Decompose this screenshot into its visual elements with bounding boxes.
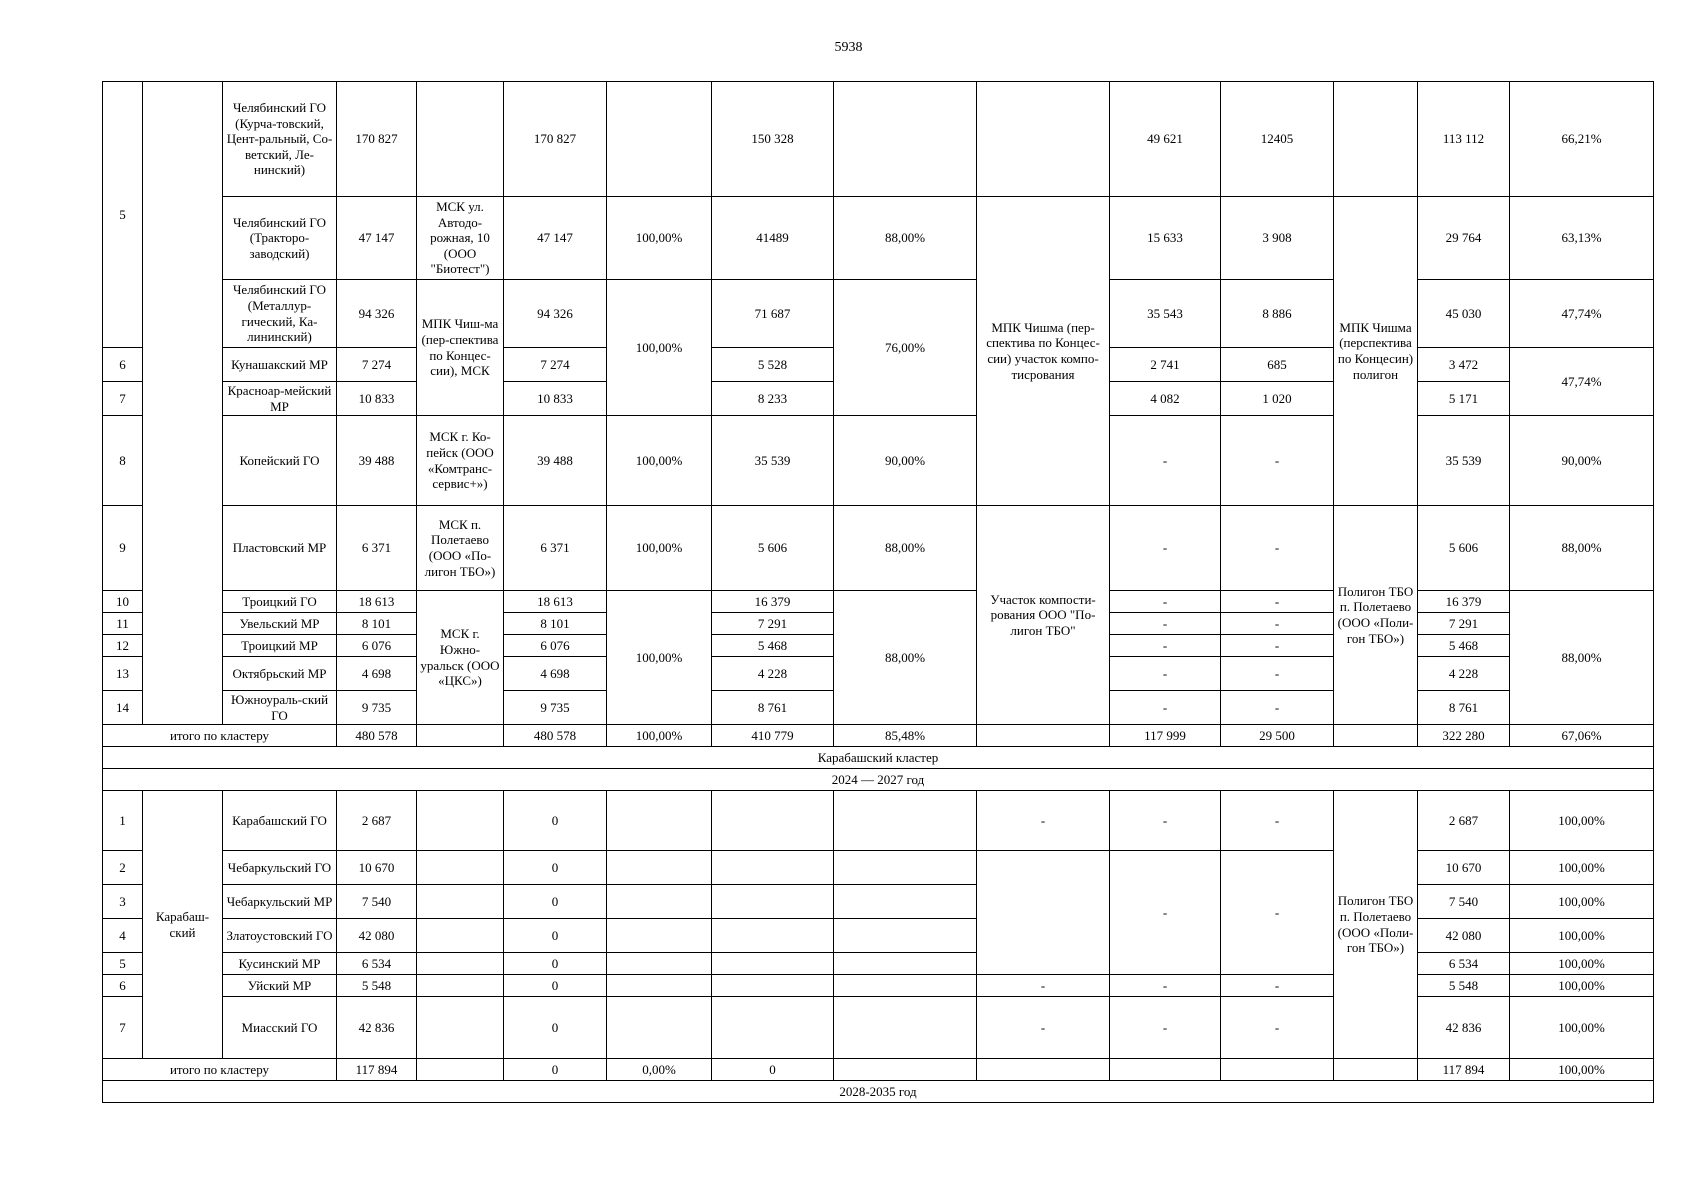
municipality-cell: Миасский ГО [223,997,337,1059]
compost-mass-cell: - [1110,975,1221,997]
sorted-mass-cell [712,851,834,885]
compost-mass-cell: 15 633 [1110,197,1221,280]
row-number: 11 [103,613,143,635]
msk-mass-cell: 7 274 [504,348,607,382]
msk-cell [417,82,504,197]
landfill-pct-cell: 47,74% [1510,348,1654,416]
msk-cell [417,791,504,851]
municipality-cell: Кунашакский МР [223,348,337,382]
row-number: 2 [103,851,143,885]
landfill-mass-cell: 5 606 [1418,506,1510,591]
mass-cell: 7 540 [337,885,417,919]
landfill-cell: Полигон ТБО п. Полетаево (ООО «Поли-гон ТБО») [1334,791,1418,1059]
landfill-pct-cell: 90,00% [1510,416,1654,506]
sorted-pct-cell: 90,00% [834,416,977,506]
municipality-cell: Чебаркульский МР [223,885,337,919]
compost-mass-cell: 117 999 [1110,725,1221,747]
msk-pct-cell: 100,00% [607,591,712,725]
landfill-mass-cell: 113 112 [1418,82,1510,197]
msk-cell [417,919,504,953]
mass-cell: 8 101 [337,613,417,635]
sorted-mass-cell: 410 779 [712,725,834,747]
mass-cell: 117 894 [337,1059,417,1081]
sorted-pct-cell: 88,00% [834,591,977,725]
municipality-cell: Челябинский ГО (Металлур-гический, Ка-лининский) [223,280,337,348]
sorted-mass-cell: 8 233 [712,382,834,416]
section-heading-row [103,747,1654,769]
landfill-pct-cell: 100,00% [1510,919,1654,953]
compost-mass-cell: 49 621 [1110,82,1221,197]
sorted-mass-cell: 8 761 [712,691,834,725]
msk-pct-cell [607,82,712,197]
table-row [103,416,1654,506]
municipality-cell: Кусинский МР [223,953,337,975]
mass-cell: 42 836 [337,997,417,1059]
table-row [103,885,1654,919]
compost-out-cell: - [1221,613,1334,635]
compost-out-cell: - [1221,851,1334,975]
msk-pct-cell: 100,00% [607,416,712,506]
period-heading: 2024 — 2027 год [103,769,1654,791]
mass-cell: 6 534 [337,953,417,975]
landfill-pct-cell: 47,74% [1510,280,1654,348]
msk-mass-cell: 0 [504,791,607,851]
compost-facility-cell: - [977,975,1110,997]
compost-out-cell: - [1221,416,1334,506]
msk-cell: МСК п. Полетаево (ООО «По-лигон ТБО») [417,506,504,591]
compost-mass-cell: - [1110,691,1221,725]
landfill-mass-cell: 16 379 [1418,591,1510,613]
sorted-mass-cell: 16 379 [712,591,834,613]
landfill-mass-cell: 42 836 [1418,997,1510,1059]
landfill-pct-cell: 100,00% [1510,791,1654,851]
section-heading-row [103,1081,1654,1103]
msk-mass-cell: 0 [504,997,607,1059]
msk-mass-cell: 0 [504,1059,607,1081]
compost-out-cell: 8 886 [1221,280,1334,348]
mass-cell: 94 326 [337,280,417,348]
landfill-pct-cell: 63,13% [1510,197,1654,280]
table-row [103,82,1654,197]
compost-out-cell: - [1221,591,1334,613]
msk-cell: МСК г. Южно-уральск (ООО «ЦКС») [417,591,504,725]
msk-cell [417,997,504,1059]
compost-out-cell: - [1221,635,1334,657]
table-row [103,953,1654,975]
compost-mass-cell: - [1110,997,1221,1059]
landfill-mass-cell: 42 080 [1418,919,1510,953]
compost-out-cell [1221,1059,1334,1081]
landfill-pct-cell: 88,00% [1510,506,1654,591]
compost-out-cell: 29 500 [1221,725,1334,747]
municipality-cell: Красноар-мейский МР [223,382,337,416]
row-number: 14 [103,691,143,725]
msk-mass-cell: 18 613 [504,591,607,613]
msk-mass-cell: 10 833 [504,382,607,416]
compost-facility-cell [977,82,1110,197]
landfill-cell: МПК Чишма (перспектива по Концесин) полигон [1334,197,1418,506]
compost-mass-cell: - [1110,613,1221,635]
msk-cell: МСК ул. Автодо-рожная, 10 (ООО "Биотест") [417,197,504,280]
sorted-mass-cell [712,953,834,975]
row-number: 9 [103,506,143,591]
mass-cell: 6 076 [337,635,417,657]
msk-cell [417,725,504,747]
mass-cell: 6 371 [337,506,417,591]
landfill-mass-cell: 5 171 [1418,382,1510,416]
compost-out-cell: - [1221,791,1334,851]
landfill-pct-cell: 100,00% [1510,997,1654,1059]
row-number: 6 [103,975,143,997]
sorted-pct-cell [834,791,977,851]
sorted-pct-cell [834,885,977,919]
mass-cell: 18 613 [337,591,417,613]
msk-mass-cell: 0 [504,953,607,975]
msk-pct-cell [607,975,712,997]
municipality-cell: Южноураль-ский ГО [223,691,337,725]
sorted-pct-cell: 88,00% [834,197,977,280]
compost-facility-cell: МПК Чишма (пер-спектива по Концес-сии) участок компо-тисрования [977,197,1110,506]
msk-pct-cell: 0,00% [607,1059,712,1081]
table-row [103,851,1654,885]
msk-pct-cell [607,885,712,919]
mass-cell: 42 080 [337,919,417,953]
msk-cell [417,851,504,885]
sorted-pct-cell [834,82,977,197]
row-number: 4 [103,919,143,953]
row-number: 5 [103,82,143,348]
mass-cell: 170 827 [337,82,417,197]
cluster-name-cell [143,82,223,725]
landfill-mass-cell: 6 534 [1418,953,1510,975]
sorted-mass-cell: 41489 [712,197,834,280]
sorted-mass-cell: 5 528 [712,348,834,382]
municipality-cell: Троицкий МР [223,635,337,657]
section-heading-row [103,769,1654,791]
row-number: 13 [103,657,143,691]
sorted-mass-cell: 4 228 [712,657,834,691]
landfill-mass-cell: 4 228 [1418,657,1510,691]
compost-out-cell: - [1221,506,1334,591]
sorted-mass-cell: 150 328 [712,82,834,197]
compost-facility-cell: - [977,997,1110,1059]
msk-mass-cell: 47 147 [504,197,607,280]
msk-mass-cell: 39 488 [504,416,607,506]
msk-pct-cell: 100,00% [607,197,712,280]
sorted-mass-cell [712,791,834,851]
landfill-cell [1334,82,1418,197]
sorted-pct-cell: 88,00% [834,506,977,591]
sorted-pct-cell [834,975,977,997]
sorted-mass-cell: 7 291 [712,613,834,635]
total-row [103,725,1654,747]
landfill-mass-cell: 10 670 [1418,851,1510,885]
msk-mass-cell: 6 371 [504,506,607,591]
landfill-cell [1334,1059,1418,1081]
msk-mass-cell: 480 578 [504,725,607,747]
msk-mass-cell: 8 101 [504,613,607,635]
sorted-mass-cell [712,997,834,1059]
landfill-mass-cell: 7 291 [1418,613,1510,635]
table-row [103,506,1654,591]
sorted-pct-cell [834,851,977,885]
sorted-pct-cell [834,1059,977,1081]
mass-cell: 480 578 [337,725,417,747]
sorted-mass-cell: 5 606 [712,506,834,591]
table-row [103,197,1654,280]
msk-mass-cell: 4 698 [504,657,607,691]
sorted-mass-cell: 35 539 [712,416,834,506]
table-row [103,280,1654,348]
mass-cell: 10 670 [337,851,417,885]
compost-facility-cell [977,1059,1110,1081]
compost-out-cell: 12405 [1221,82,1334,197]
msk-pct-cell [607,791,712,851]
msk-mass-cell: 94 326 [504,280,607,348]
landfill-mass-cell: 35 539 [1418,416,1510,506]
msk-mass-cell: 170 827 [504,82,607,197]
mass-cell: 10 833 [337,382,417,416]
total-row [103,1059,1654,1081]
compost-mass-cell: - [1110,635,1221,657]
compost-mass-cell: - [1110,591,1221,613]
row-number: 12 [103,635,143,657]
msk-pct-cell [607,851,712,885]
municipality-cell: Карабашский ГО [223,791,337,851]
cluster-name-cell: Карабаш-ский [143,791,223,1059]
msk-mass-cell: 0 [504,975,607,997]
sorted-mass-cell: 5 468 [712,635,834,657]
compost-out-cell: - [1221,997,1334,1059]
compost-out-cell: - [1221,657,1334,691]
row-number: 8 [103,416,143,506]
landfill-cell: Полигон ТБО п. Полетаево (ООО «Поли-гон ТБО») [1334,506,1418,725]
msk-pct-cell: 100,00% [607,506,712,591]
sorted-pct-cell [834,953,977,975]
sorted-mass-cell: 71 687 [712,280,834,348]
compost-facility-cell: Участок компости-рования ООО "По-лигон ТБО" [977,506,1110,725]
total-label: итого по кластеру [103,1059,337,1081]
landfill-mass-cell: 5 548 [1418,975,1510,997]
landfill-pct-cell: 67,06% [1510,725,1654,747]
row-number: 1 [103,791,143,851]
municipality-cell: Троицкий ГО [223,591,337,613]
compost-out-cell: 685 [1221,348,1334,382]
compost-mass-cell: - [1110,791,1221,851]
compost-mass-cell: 35 543 [1110,280,1221,348]
page-number: 5938 [834,40,863,55]
compost-mass-cell: - [1110,851,1221,975]
msk-mass-cell: 0 [504,851,607,885]
msk-cell [417,885,504,919]
cluster-table [102,81,1654,1103]
sorted-pct-cell [834,919,977,953]
landfill-cell [1334,725,1418,747]
municipality-cell: Октябрьский МР [223,657,337,691]
municipality-cell: Уйский МР [223,975,337,997]
mass-cell: 39 488 [337,416,417,506]
table-row [103,975,1654,997]
compost-mass-cell: - [1110,506,1221,591]
table-row [103,591,1654,613]
compost-mass-cell: - [1110,657,1221,691]
sorted-mass-cell [712,975,834,997]
mass-cell: 4 698 [337,657,417,691]
row-number: 6 [103,348,143,382]
mass-cell: 7 274 [337,348,417,382]
cluster-title: Карабашский кластер [103,747,1654,769]
table-row [103,997,1654,1059]
msk-cell [417,953,504,975]
compost-mass-cell: - [1110,416,1221,506]
municipality-cell: Увельский МР [223,613,337,635]
landfill-pct-cell: 100,00% [1510,953,1654,975]
landfill-mass-cell: 117 894 [1418,1059,1510,1081]
mass-cell: 47 147 [337,197,417,280]
landfill-mass-cell: 2 687 [1418,791,1510,851]
mass-cell: 5 548 [337,975,417,997]
msk-pct-cell [607,997,712,1059]
msk-pct-cell [607,919,712,953]
period-heading: 2028-2035 год [103,1081,1654,1103]
landfill-mass-cell: 29 764 [1418,197,1510,280]
msk-mass-cell: 0 [504,919,607,953]
sorted-pct-cell: 76,00% [834,280,977,416]
municipality-cell: Челябинский ГО (Курча-товский, Цент-ральный, Со-ветский, Ле-нинский) [223,82,337,197]
compost-facility-cell [977,851,1110,975]
municipality-cell: Чебаркульский ГО [223,851,337,885]
landfill-mass-cell: 45 030 [1418,280,1510,348]
compost-facility-cell: - [977,791,1110,851]
sorted-pct-cell: 85,48% [834,725,977,747]
row-number: 5 [103,953,143,975]
msk-cell: МСК г. Ко-пейск (ООО «Комтранс-сервис+») [417,416,504,506]
compost-mass-cell: 4 082 [1110,382,1221,416]
compost-out-cell: 1 020 [1221,382,1334,416]
landfill-pct-cell: 100,00% [1510,1059,1654,1081]
sorted-mass-cell [712,885,834,919]
landfill-mass-cell: 322 280 [1418,725,1510,747]
municipality-cell: Челябинский ГО (Тракторо-заводский) [223,197,337,280]
municipality-cell: Копейский ГО [223,416,337,506]
sorted-pct-cell [834,997,977,1059]
msk-mass-cell: 9 735 [504,691,607,725]
compost-out-cell: 3 908 [1221,197,1334,280]
row-number: 7 [103,997,143,1059]
sorted-mass-cell: 0 [712,1059,834,1081]
municipality-cell: Пластовский МР [223,506,337,591]
msk-pct-cell: 100,00% [607,725,712,747]
total-label: итого по кластеру [103,725,337,747]
mass-cell: 2 687 [337,791,417,851]
sorted-mass-cell [712,919,834,953]
landfill-pct-cell: 88,00% [1510,591,1654,725]
msk-pct-cell [607,953,712,975]
landfill-pct-cell: 100,00% [1510,851,1654,885]
compost-out-cell: - [1221,975,1334,997]
msk-cell [417,975,504,997]
compost-out-cell: - [1221,691,1334,725]
compost-mass-cell [1110,1059,1221,1081]
table-row [103,791,1654,851]
row-number: 7 [103,382,143,416]
landfill-pct-cell: 66,21% [1510,82,1654,197]
msk-mass-cell: 0 [504,885,607,919]
mass-cell: 9 735 [337,691,417,725]
municipality-cell: Златоустовский ГО [223,919,337,953]
compost-mass-cell: 2 741 [1110,348,1221,382]
landfill-mass-cell: 8 761 [1418,691,1510,725]
msk-cell: МПК Чиш-ма (пер-спектива по Концес-сии), МСК [417,280,504,416]
landfill-mass-cell: 5 468 [1418,635,1510,657]
compost-facility-cell [977,725,1110,747]
msk-mass-cell: 6 076 [504,635,607,657]
row-number: 10 [103,591,143,613]
table-row [103,919,1654,953]
row-number: 3 [103,885,143,919]
landfill-mass-cell: 7 540 [1418,885,1510,919]
landfill-pct-cell: 100,00% [1510,885,1654,919]
landfill-mass-cell: 3 472 [1418,348,1510,382]
landfill-pct-cell: 100,00% [1510,975,1654,997]
msk-cell [417,1059,504,1081]
msk-pct-cell: 100,00% [607,280,712,416]
